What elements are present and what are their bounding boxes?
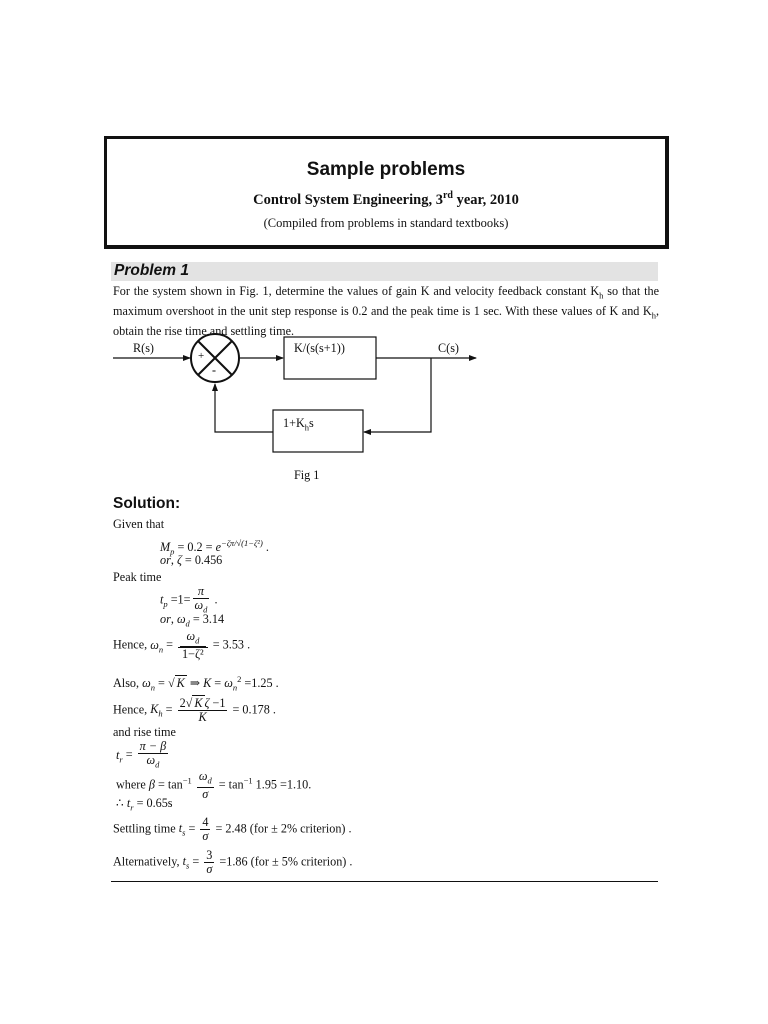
compiled-note: (Compiled from problems in standard textbooks): [263, 215, 509, 230]
eq-beta-line: where $\beta = \tan^{-1}$ $\frac{\omega_d}{\sigma}$ = $\tan^{-1} 1.95 =1.10$.: [116, 769, 312, 802]
feedback-path-right: [364, 358, 431, 432]
eq-beta-value: = tan: [157, 777, 183, 792]
eq-wd: or, $\omega_d = 3.14$: [160, 612, 225, 629]
eq-ts2-value: = 2.48 (for ± 2% criterion): [215, 821, 346, 836]
settling-label: Settling time: [113, 821, 176, 836]
hence2-text: Hence,: [113, 702, 148, 717]
eq-ts2-line: Settling time $t_s$ = $\frac{4}{\sigma}$ = 2.48 (for ± 2% criterion) .: [113, 815, 352, 843]
alternatively-text: Alternatively,: [113, 854, 180, 869]
eq-zeta: or, ζ = 0.456: [160, 553, 223, 567]
eq-wn-value: = 3.53: [212, 637, 245, 652]
eq-wd-value: = 3.14: [192, 612, 225, 626]
statement-sub-2: h: [651, 310, 656, 321]
eq-kh-value: = 0.178: [232, 702, 270, 717]
eq-tr-frac: $t_r$ = $\frac{\pi - \beta}{\omega_d}$: [116, 739, 167, 770]
eq-tp: $t_p =1=$ $\frac{\pi}{\omega_d}$ .: [160, 584, 218, 615]
statement-part-3: , obtain the rise time and settling time.: [113, 303, 659, 338]
eq-ts5-line: Alternatively, $t_s$ = $\frac{3}{\sigma}$ =1.86 (for ± 5% criterion) .: [113, 848, 353, 876]
statement-part-1: For the system shown in Fig. 1, determine the values of gain K and velocity feedback constant K: [113, 284, 600, 298]
eq-tr-value: = 0.65s: [136, 796, 173, 810]
eq-tp-value: =1=: [170, 592, 191, 607]
feedback-path-left: [215, 384, 273, 432]
hence1-text: Hence,: [113, 637, 148, 652]
forward-block-label: K/(s(s+1)): [294, 341, 345, 355]
course-prefix: Control System Engineering, 3: [253, 191, 443, 208]
plus-sign: +: [198, 350, 205, 362]
eq-kh-line: Hence, $K_h$ = $\frac{\text{2√ K ζ −1}}{K}$ = 0.178 .: [113, 696, 276, 724]
eq-mp: $M_p = 0.2 = e^{-\zeta\pi/√(1-\zeta^2)}$ .: [160, 538, 269, 557]
eq-tr-line: ∴ $t_r = 0.65s$: [116, 796, 173, 813]
feedback-prefix: 1+K: [283, 416, 305, 430]
eq-zeta-value: = 0.456: [184, 553, 223, 567]
figure-caption: Fig 1: [294, 468, 320, 482]
eq-ts5-value: =1.86 (for ± 5% criterion): [219, 854, 347, 869]
eq-k-line: Also, $\omega_n$ = √ K ⇒ $K = \omega_n^2 =1.25$ .: [113, 674, 279, 693]
peak-time-text: Peak time: [113, 570, 162, 584]
document-title: Sample problems: [306, 159, 466, 180]
statement-part-2: so that the maximum overshoot in the unit step response is 0.2 and the peak time is 1 sec. With these values of K and K: [113, 284, 659, 318]
feedback-suffix: s: [309, 416, 314, 430]
rise-intro-text: and rise time: [113, 725, 176, 739]
bottom-rule: [111, 881, 658, 882]
given-text: Given that: [113, 517, 165, 531]
input-label: R(s): [133, 341, 154, 355]
eq-beta-result: 1.95 =1.10.: [255, 777, 312, 792]
course-sup: rd: [442, 190, 453, 201]
course-suffix: year, 2010: [452, 191, 519, 208]
problem-heading: Problem 1: [114, 262, 189, 279]
solution-heading: Solution:: [113, 495, 181, 512]
feedback-sub: h: [304, 422, 310, 433]
also-text: Also,: [113, 676, 140, 691]
statement-sub-1: h: [599, 290, 604, 301]
output-label: C(s): [438, 341, 459, 355]
eq-wn-line: Hence, $\omega_n$ = $\frac{\omega_d}{\text{1−ζ²}}$ = 3.53 .: [113, 629, 251, 662]
minus-sign: -: [212, 363, 216, 377]
eq-mp-value: = 0.2 =: [177, 540, 213, 555]
eq-k-value: =1.25: [244, 676, 273, 691]
feedback-block-label: [283, 416, 314, 432]
where-text: where: [116, 777, 146, 792]
